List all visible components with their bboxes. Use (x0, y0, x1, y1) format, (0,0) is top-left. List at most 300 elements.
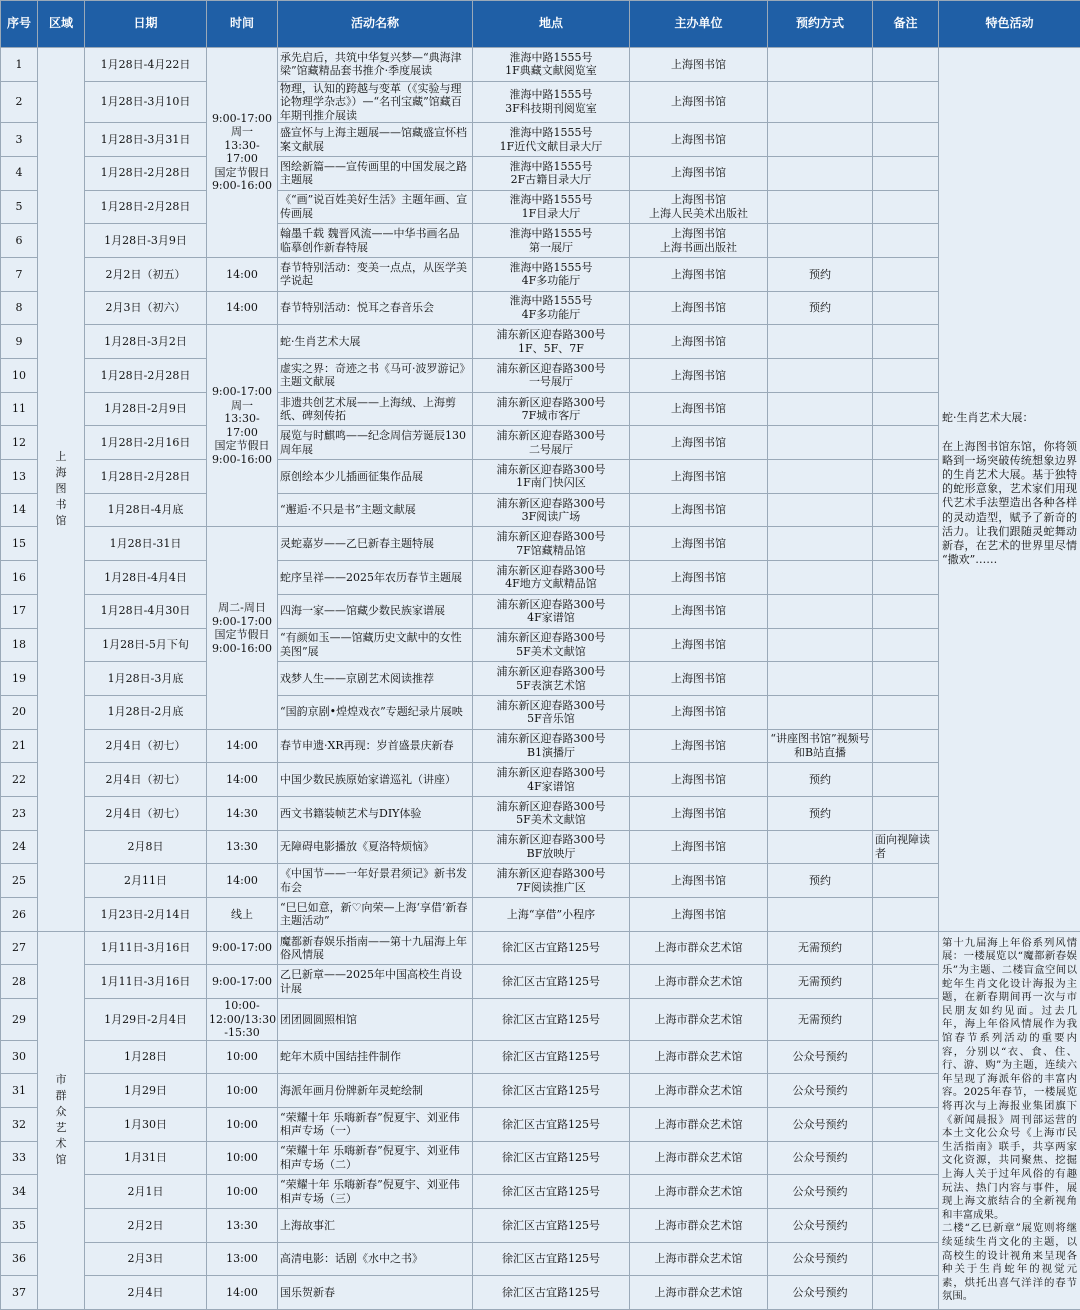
time-cell: 13:30 (207, 1209, 278, 1243)
row-number: 26 (1, 898, 38, 932)
reservation-cell (768, 830, 873, 864)
row-number: 33 (1, 1141, 38, 1175)
reservation-cell: 预约 (768, 291, 873, 325)
date-cell: 2月1日 (85, 1175, 207, 1209)
place-cell: 浦东新区迎春路300号 5F美术文献馆 (473, 628, 630, 662)
activity-name-cell: 春节特别活动：变美一点点，从医学美学说起 (278, 257, 473, 291)
table-row (1, 1209, 1080, 1243)
table-row (1, 796, 1080, 830)
note-cell (873, 628, 939, 662)
date-cell: 1月28日-2月28日 (85, 156, 207, 190)
activity-name-cell: 灵蛇嘉岁——乙巳新春主题特展 (278, 527, 473, 561)
reservation-cell (768, 123, 873, 157)
date-cell: 1月28日-4月22日 (85, 48, 207, 82)
table-body (1, 48, 1080, 1310)
place-cell: 浦东新区迎春路300号 4F家谱馆 (473, 594, 630, 628)
activity-name-cell: “荣耀十年 乐嗨新春”倪夏宇、刘亚伟相声专场（一） (278, 1107, 473, 1141)
time-cell: 14:00 (207, 1276, 278, 1310)
time-cell: 14:30 (207, 796, 278, 830)
reservation-cell: 公众号预约 (768, 1141, 873, 1175)
area-label: 市群众艺术馆 (55, 1073, 67, 1167)
table-row (1, 729, 1080, 763)
note-cell (873, 257, 939, 291)
organizer-cell: 上海图书馆 (630, 392, 768, 426)
row-number: 10 (1, 359, 38, 393)
organizer-cell: 上海图书馆 (630, 291, 768, 325)
organizer-cell: 上海图书馆 (630, 864, 768, 898)
date-cell: 1月28日-31日 (85, 527, 207, 561)
table-row (1, 493, 1080, 527)
row-number: 6 (1, 224, 38, 258)
time-cell: 14:00 (207, 864, 278, 898)
note-cell (873, 1209, 939, 1243)
date-cell: 1月28日-4月4日 (85, 561, 207, 595)
note-cell (873, 662, 939, 696)
organizer-cell: 上海图书馆 (630, 662, 768, 696)
table-row (1, 763, 1080, 797)
area-cell-library (38, 48, 85, 932)
reservation-cell (768, 695, 873, 729)
reservation-cell (768, 190, 873, 224)
organizer-cell: 上海图书馆 (630, 628, 768, 662)
organizer-cell: 上海市群众艺术馆 (630, 1141, 768, 1175)
date-cell: 1月31日 (85, 1141, 207, 1175)
activity-name-cell: 《“画”说百姓美好生活》主题年画、宣传画展 (278, 190, 473, 224)
time-cell: 14:00 (207, 257, 278, 291)
activity-name-cell: 展览与时麒鸣——纪念周信芳诞辰130周年展 (278, 426, 473, 460)
note-cell (873, 965, 939, 999)
row-number: 8 (1, 291, 38, 325)
organizer-cell: 上海图书馆 (630, 156, 768, 190)
place-cell: 淮海中路1555号 4F多功能厅 (473, 291, 630, 325)
reservation-cell (768, 662, 873, 696)
row-number: 32 (1, 1107, 38, 1141)
organizer-cell: 上海图书馆 (630, 561, 768, 595)
place-cell: 浦东新区迎春路300号 7F馆藏精品馆 (473, 527, 630, 561)
activity-name-cell: 中国少数民族原始家谱巡礼（讲座） (278, 763, 473, 797)
organizer-cell: 上海市群众艺术馆 (630, 931, 768, 965)
reservation-cell (768, 48, 873, 82)
table-row (1, 830, 1080, 864)
reservation-cell: 预约 (768, 796, 873, 830)
organizer-cell: 上海图书馆 (630, 460, 768, 494)
table-row (1, 359, 1080, 393)
note-cell (873, 763, 939, 797)
reservation-cell: 无需预约 (768, 965, 873, 999)
row-number: 2 (1, 81, 38, 123)
note-cell (873, 190, 939, 224)
header-activity: 活动名称 (278, 1, 473, 48)
table-row (1, 1040, 1080, 1074)
organizer-cell: 上海市群众艺术馆 (630, 1074, 768, 1108)
area-label: 上海图书馆 (55, 450, 67, 528)
place-cell: 徐汇区古宜路125号 (473, 999, 630, 1041)
date-cell: 1月28日 (85, 1040, 207, 1074)
date-cell: 1月28日-3月9日 (85, 224, 207, 258)
time-cell: 9:00-17:00 周一 13:30- 17:00 国定节假日 9:00-16:00 (207, 325, 278, 527)
note-cell (873, 392, 939, 426)
note-cell (873, 493, 939, 527)
row-number: 11 (1, 392, 38, 426)
note-cell (873, 1276, 939, 1310)
place-cell: 浦东新区迎春路300号 5F美术文献馆 (473, 796, 630, 830)
date-cell: 2月2日（初五） (85, 257, 207, 291)
table-row (1, 156, 1080, 190)
table-row (1, 190, 1080, 224)
note-cell (873, 156, 939, 190)
date-cell: 1月28日-2月底 (85, 695, 207, 729)
organizer-cell: 上海图书馆 (630, 325, 768, 359)
row-number: 5 (1, 190, 38, 224)
place-cell: 徐汇区古宜路125号 (473, 1141, 630, 1175)
activity-name-cell: 海派年画月份牌新年灵蛇绘制 (278, 1074, 473, 1108)
header-row (1, 1, 1080, 48)
note-cell (873, 561, 939, 595)
date-cell: 2月11日 (85, 864, 207, 898)
reservation-cell: “讲座图书馆”视频号和B站直播 (768, 729, 873, 763)
row-number: 18 (1, 628, 38, 662)
row-number: 23 (1, 796, 38, 830)
date-cell: 1月28日-2月9日 (85, 392, 207, 426)
table-row (1, 1276, 1080, 1310)
organizer-cell: 上海图书馆 (630, 257, 768, 291)
activity-name-cell: 国乐贺新春 (278, 1276, 473, 1310)
table-row (1, 48, 1080, 82)
table-row (1, 81, 1080, 123)
time-cell: 14:00 (207, 291, 278, 325)
table-row (1, 628, 1080, 662)
table-row (1, 1074, 1080, 1108)
time-cell: 10:00 (207, 1107, 278, 1141)
header-date: 日期 (85, 1, 207, 48)
note-cell (873, 1107, 939, 1141)
organizer-cell: 上海图书馆 上海书画出版社 (630, 224, 768, 258)
table-row (1, 1175, 1080, 1209)
reservation-cell (768, 527, 873, 561)
note-cell (873, 81, 939, 123)
note-cell (873, 527, 939, 561)
date-cell: 1月28日-5月下旬 (85, 628, 207, 662)
row-number: 36 (1, 1242, 38, 1276)
table-row (1, 965, 1080, 999)
reservation-cell (768, 594, 873, 628)
note-cell (873, 1040, 939, 1074)
note-cell (873, 594, 939, 628)
activity-name-cell: 春节特别活动：悦耳之春音乐会 (278, 291, 473, 325)
date-cell: 1月29日 (85, 1074, 207, 1108)
note-cell (873, 460, 939, 494)
organizer-cell: 上海市群众艺术馆 (630, 965, 768, 999)
note-cell: 面向视障读者 (873, 830, 939, 864)
organizer-cell: 上海图书馆 (630, 898, 768, 932)
row-number: 3 (1, 123, 38, 157)
place-cell: 淮海中路1555号 4F多功能厅 (473, 257, 630, 291)
table-row (1, 561, 1080, 595)
note-cell (873, 291, 939, 325)
date-cell: 2月4日（初七） (85, 729, 207, 763)
time-cell: 10:00 (207, 1040, 278, 1074)
row-number: 30 (1, 1040, 38, 1074)
table-row (1, 392, 1080, 426)
date-cell: 2月2日 (85, 1209, 207, 1243)
reservation-cell: 公众号预约 (768, 1276, 873, 1310)
organizer-cell: 上海图书馆 (630, 493, 768, 527)
row-number: 19 (1, 662, 38, 696)
time-cell: 9:00-17:00 (207, 965, 278, 999)
place-cell: 淮海中路1555号 1F目录大厅 (473, 190, 630, 224)
row-number: 21 (1, 729, 38, 763)
place-cell: 浦东新区迎春路300号 5F表演艺术馆 (473, 662, 630, 696)
date-cell: 1月29日-2月4日 (85, 999, 207, 1041)
reservation-cell (768, 493, 873, 527)
activity-name-cell: 虚实之界：奇迹之书《马可·波罗游记》主题文献展 (278, 359, 473, 393)
place-cell: 徐汇区古宜路125号 (473, 1276, 630, 1310)
place-cell: 浦东新区迎春路300号 4F家谱馆 (473, 763, 630, 797)
table-row (1, 426, 1080, 460)
table-row (1, 594, 1080, 628)
place-cell: 浦东新区迎春路300号 一号展厅 (473, 359, 630, 393)
organizer-cell: 上海图书馆 (630, 796, 768, 830)
table-row (1, 898, 1080, 932)
row-number: 22 (1, 763, 38, 797)
organizer-cell: 上海图书馆 (630, 729, 768, 763)
organizer-cell: 上海图书馆 (630, 359, 768, 393)
place-cell: 淮海中路1555号 3F科技期刊阅览室 (473, 81, 630, 123)
header-no: 序号 (1, 1, 38, 48)
activity-name-cell: 春节申遗·XR再现：岁首盛景庆新春 (278, 729, 473, 763)
note-cell (873, 123, 939, 157)
note-cell (873, 796, 939, 830)
area-cell-museum (38, 931, 85, 1309)
date-cell: 2月4日 (85, 1276, 207, 1310)
reservation-cell (768, 81, 873, 123)
place-cell: 徐汇区古宜路125号 (473, 1040, 630, 1074)
time-cell: 10:00 (207, 1175, 278, 1209)
reservation-cell (768, 359, 873, 393)
organizer-cell: 上海图书馆 (630, 695, 768, 729)
activity-name-cell: 蛇年木质中国结挂件制作 (278, 1040, 473, 1074)
place-cell: 淮海中路1555号 1F近代文献目录大厅 (473, 123, 630, 157)
activity-name-cell: 乙巳新章——2025年中国高校生肖设计展 (278, 965, 473, 999)
place-cell: 浦东新区迎春路300号 4F地方文献精品馆 (473, 561, 630, 595)
row-number: 35 (1, 1209, 38, 1243)
row-number: 9 (1, 325, 38, 359)
note-cell (873, 729, 939, 763)
row-number: 13 (1, 460, 38, 494)
organizer-cell: 上海市群众艺术馆 (630, 999, 768, 1041)
header-feature: 特色活动 (939, 1, 1080, 48)
note-cell (873, 48, 939, 82)
reservation-cell: 公众号预约 (768, 1175, 873, 1209)
place-cell: 浦东新区迎春路300号 1F、5F、7F (473, 325, 630, 359)
header-reservation: 预约方式 (768, 1, 873, 48)
note-cell (873, 426, 939, 460)
activity-name-cell: 四海一家——馆藏少数民族家谱展 (278, 594, 473, 628)
activity-name-cell: 魔都新春娱乐指南——第十九届海上年俗风情展 (278, 931, 473, 965)
activity-name-cell: “荣耀十年 乐嗨新春”倪夏宇、刘亚伟相声专场（三） (278, 1175, 473, 1209)
date-cell: 1月28日-3月2日 (85, 325, 207, 359)
place-cell: 浦东新区迎春路300号 5F音乐馆 (473, 695, 630, 729)
organizer-cell: 上海图书馆 (630, 527, 768, 561)
reservation-cell (768, 224, 873, 258)
row-number: 37 (1, 1276, 38, 1310)
table-row (1, 224, 1080, 258)
organizer-cell: 上海市群众艺术馆 (630, 1040, 768, 1074)
table-row (1, 999, 1080, 1041)
date-cell: 2月3日 (85, 1242, 207, 1276)
activity-name-cell: “邂逅·不只是书”主题文献展 (278, 493, 473, 527)
reservation-cell: 无需预约 (768, 999, 873, 1041)
activity-name-cell: 非遗共创艺术展——上海绒、上海剪纸、碑刻传拓 (278, 392, 473, 426)
reservation-cell: 公众号预约 (768, 1074, 873, 1108)
date-cell: 1月28日-2月28日 (85, 460, 207, 494)
table-row (1, 1242, 1080, 1276)
table-row (1, 662, 1080, 696)
activity-name-cell: 蛇·生肖艺术大展 (278, 325, 473, 359)
organizer-cell: 上海图书馆 (630, 48, 768, 82)
reservation-cell: 公众号预约 (768, 1107, 873, 1141)
table-row (1, 291, 1080, 325)
note-cell (873, 325, 939, 359)
organizer-cell: 上海市群众艺术馆 (630, 1175, 768, 1209)
place-cell: 浦东新区迎春路300号 BF放映厅 (473, 830, 630, 864)
activity-name-cell: 高清电影：话剧《水中之书》 (278, 1242, 473, 1276)
activity-name-cell: 蛇序呈祥——2025年农历春节主题展 (278, 561, 473, 595)
note-cell (873, 1175, 939, 1209)
row-number: 14 (1, 493, 38, 527)
date-cell: 2月4日（初七） (85, 796, 207, 830)
organizer-cell: 上海市群众艺术馆 (630, 1242, 768, 1276)
table-row (1, 460, 1080, 494)
time-cell: 10:00- 12:00/13:30 -15:30 (207, 999, 278, 1041)
note-cell (873, 1074, 939, 1108)
organizer-cell: 上海图书馆 (630, 594, 768, 628)
organizer-cell: 上海图书馆 (630, 763, 768, 797)
feature-cell-library: 蛇·生肖艺术大展： 在上海图书馆东馆，你将领略到一场突破传统想象边界的生肖艺术大展。基于独特的蛇形意象，艺术家们用现代艺术手法塑造出各种各样的灵动造型，赋予了新奇的活力。让我们跟随灵蛇舞动新春，在艺术的世界里尽情 “撒欢”…… (939, 48, 1080, 932)
place-cell: 浦东新区迎春路300号 7F城市客厅 (473, 392, 630, 426)
row-number: 16 (1, 561, 38, 595)
activity-name-cell: 上海故事汇 (278, 1209, 473, 1243)
organizer-cell: 上海市群众艺术馆 (630, 1276, 768, 1310)
reservation-cell (768, 392, 873, 426)
note-cell (873, 931, 939, 965)
reservation-cell (768, 898, 873, 932)
date-cell: 1月28日-2月28日 (85, 190, 207, 224)
organizer-cell: 上海图书馆 (630, 426, 768, 460)
activity-name-cell: 承先启后，共筑中华复兴梦—“典海津梁”馆藏精品套书推介·季度展读 (278, 48, 473, 82)
date-cell: 1月11日-3月16日 (85, 931, 207, 965)
organizer-cell: 上海图书馆 (630, 81, 768, 123)
date-cell: 1月11日-3月16日 (85, 965, 207, 999)
row-number: 28 (1, 965, 38, 999)
time-cell: 14:00 (207, 763, 278, 797)
place-cell: 浦东新区迎春路300号 二号展厅 (473, 426, 630, 460)
date-cell: 1月28日-4月30日 (85, 594, 207, 628)
header-place: 地点 (473, 1, 630, 48)
date-cell: 2月8日 (85, 830, 207, 864)
row-number: 17 (1, 594, 38, 628)
note-cell (873, 898, 939, 932)
date-cell: 1月23日-2月14日 (85, 898, 207, 932)
reservation-cell (768, 325, 873, 359)
place-cell: 徐汇区古宜路125号 (473, 931, 630, 965)
reservation-cell (768, 426, 873, 460)
note-cell (873, 1242, 939, 1276)
reservation-cell (768, 460, 873, 494)
header-area: 区域 (38, 1, 85, 48)
time-cell: 9:00-17:00 周一 13:30- 17:00 国定节假日 9:00-16:00 (207, 48, 278, 258)
place-cell: 淮海中路1555号 第一展厅 (473, 224, 630, 258)
date-cell: 1月28日-2月28日 (85, 359, 207, 393)
place-cell: 浦东新区迎春路300号 3F阅读广场 (473, 493, 630, 527)
time-cell: 线上 (207, 898, 278, 932)
place-cell: 徐汇区古宜路125号 (473, 1175, 630, 1209)
activity-name-cell: 西文书籍装帧艺术与DIY体验 (278, 796, 473, 830)
date-cell: 2月3日（初六） (85, 291, 207, 325)
reservation-cell: 预约 (768, 257, 873, 291)
note-cell (873, 224, 939, 258)
date-cell: 1月28日-4月底 (85, 493, 207, 527)
place-cell: 徐汇区古宜路125号 (473, 1074, 630, 1108)
activity-name-cell: “有颜如玉——馆藏历史文献中的女性美图”展 (278, 628, 473, 662)
table-row (1, 1141, 1080, 1175)
row-number: 12 (1, 426, 38, 460)
activity-name-cell: 团团圆圆照相馆 (278, 999, 473, 1041)
row-number: 27 (1, 931, 38, 965)
activity-name-cell: “巳巳如意，新♡向荣—上海‘享借’新春主题活动” (278, 898, 473, 932)
activity-name-cell: “国韵京剧•煌煌戏衣”专题纪录片展映 (278, 695, 473, 729)
place-cell: 徐汇区古宜路125号 (473, 965, 630, 999)
time-cell: 14:00 (207, 729, 278, 763)
row-number: 29 (1, 999, 38, 1041)
time-cell: 9:00-17:00 (207, 931, 278, 965)
row-number: 4 (1, 156, 38, 190)
table-row (1, 257, 1080, 291)
date-cell: 1月28日-3月10日 (85, 81, 207, 123)
reservation-cell (768, 561, 873, 595)
activity-name-cell: 图绘新篇——宣传画里的中国发展之路主题展 (278, 156, 473, 190)
header-note: 备注 (873, 1, 939, 48)
date-cell: 2月4日（初七） (85, 763, 207, 797)
activity-name-cell: 翰墨千载 魏晋风流——中华书画名品临摹创作新春特展 (278, 224, 473, 258)
time-cell: 13:30 (207, 830, 278, 864)
activity-name-cell: 盛宣怀与上海主题展——馆藏盛宣怀档案文献展 (278, 123, 473, 157)
table-row (1, 864, 1080, 898)
activity-name-cell: 《中国节——一年好景君须记》新书发布会 (278, 864, 473, 898)
organizer-cell: 上海市群众艺术馆 (630, 1107, 768, 1141)
reservation-cell (768, 156, 873, 190)
note-cell (873, 695, 939, 729)
date-cell: 1月28日-3月31日 (85, 123, 207, 157)
reservation-cell: 公众号预约 (768, 1209, 873, 1243)
place-cell: 浦东新区迎春路300号 B1演播厅 (473, 729, 630, 763)
reservation-cell: 公众号预约 (768, 1040, 873, 1074)
header-time: 时间 (207, 1, 278, 48)
reservation-cell: 预约 (768, 763, 873, 797)
place-cell: 淮海中路1555号 1F典藏文献阅览室 (473, 48, 630, 82)
table-row (1, 123, 1080, 157)
row-number: 24 (1, 830, 38, 864)
note-cell (873, 1141, 939, 1175)
note-cell (873, 999, 939, 1041)
feature-cell-museum: 第十九届海上年俗系列风情展：一楼展览以“魔都新春娱乐”为主题、二楼盲盒空间以蛇年生肖文化设计海报为主题，在新春期间再一次与市民朋友如约见面。过去几年，海上年俗风情展作为我馆春节系列活动的重要内容，分别以“衣、食、住、行、游、购”为主题，连续六年呈现了海派年俗的丰富内容。2025年春节，一楼展览将再次与上海报业集团旗下《新闻晨报》周刊部运营的本土文化公众号《上海市民生活指南》联手，共享两家文化资源，共同聚焦、挖掘上海人关于过年风俗的有趣玩法、热门内容与事件，展现上海文旅结合的全新视角和丰富成果。 二楼“乙巳新章”展览则将继续延续生肖文化的主题，以高校生的设计视角来呈现各种关于生肖蛇年的视觉元素，烘托出喜气洋洋的春节氛围。 (939, 931, 1080, 1309)
date-cell: 1月30日 (85, 1107, 207, 1141)
activity-name-cell: 戏梦人生——京剧艺术阅读推荐 (278, 662, 473, 696)
reservation-cell (768, 628, 873, 662)
row-number: 20 (1, 695, 38, 729)
reservation-cell: 无需预约 (768, 931, 873, 965)
date-cell: 1月28日-2月16日 (85, 426, 207, 460)
